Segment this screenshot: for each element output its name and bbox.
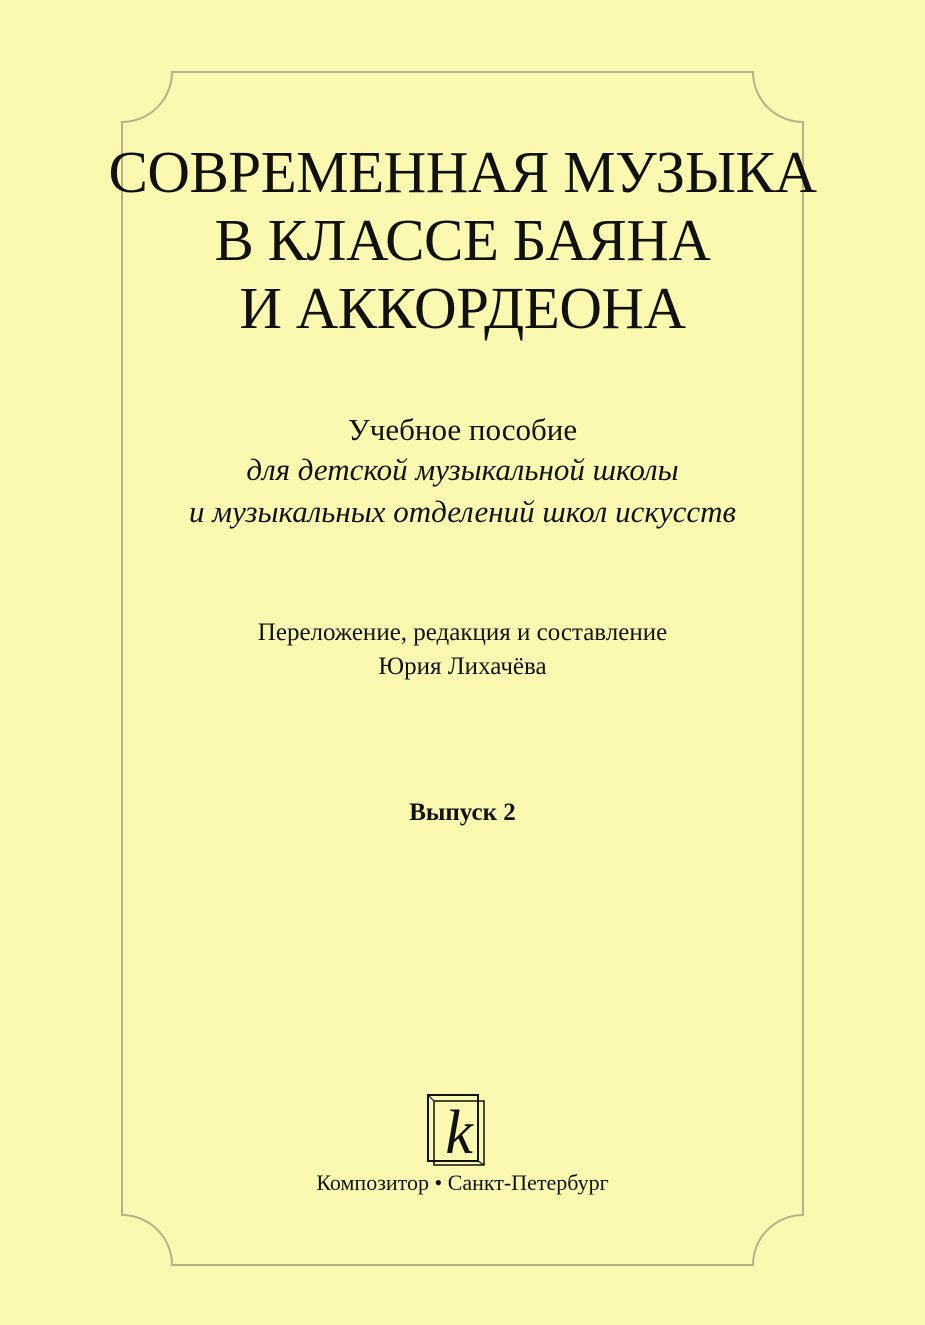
title-line-3: И АККОРДЕОНА — [239, 275, 686, 341]
audience-line-2: и музыкальных отделений школ искусств — [189, 494, 736, 529]
publisher-line: Композитор • Санкт-Петербург — [316, 1170, 609, 1195]
book-subtitle: Учебное пособие — [347, 412, 578, 447]
title-line-2: В КЛАССЕ БАЯНА — [214, 207, 711, 273]
title-line-1: СОВРЕМЕННАЯ МУЗЫКА — [108, 139, 817, 205]
author-name: Юрия Лихачёва — [378, 653, 547, 680]
arrangement-line: Переложение, редакция и составление — [257, 619, 668, 646]
audience-line-1: для детской музыкальной школы — [246, 452, 679, 487]
logo-letter: k — [445, 1099, 473, 1167]
credits — [0, 616, 925, 684]
publisher-logo-icon — [426, 1093, 490, 1167]
book-title — [0, 138, 925, 342]
issue-number: Выпуск 2 — [409, 799, 516, 826]
